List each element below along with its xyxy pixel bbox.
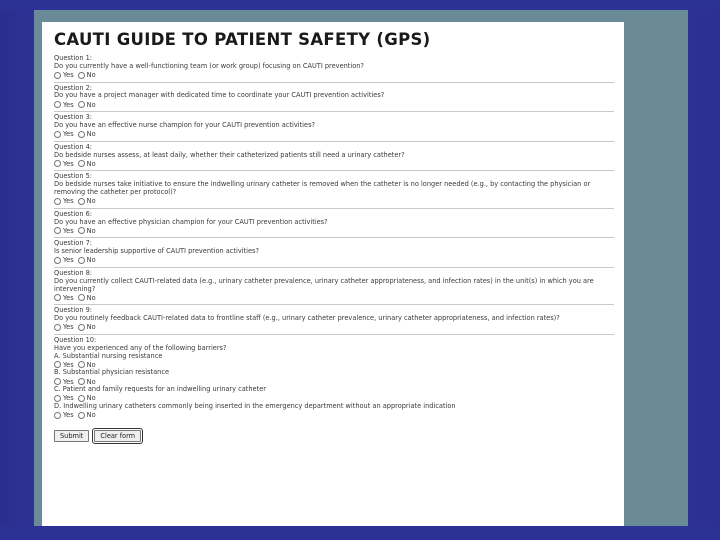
barrier-item-text: C. Patient and family requests for an indwelling urinary catheter bbox=[54, 385, 266, 394]
radio-no[interactable] bbox=[78, 257, 85, 264]
question-6 bbox=[54, 210, 614, 239]
question-2 bbox=[54, 84, 614, 113]
question-7 bbox=[54, 239, 614, 268]
radio-yes[interactable] bbox=[54, 160, 61, 167]
question-label: Question 2: bbox=[54, 83, 93, 92]
radio-no-label: No bbox=[86, 130, 96, 139]
radio-no-label: No bbox=[86, 159, 96, 168]
radio-yes[interactable] bbox=[54, 395, 61, 402]
question-4 bbox=[54, 143, 614, 172]
question-text: Do bedside nurses take initiative to ensure the indwelling urinary catheter is removed when the catheter is no longer needed (e.g., by contacting the physician or removing the catheter per protocol)? bbox=[54, 180, 591, 196]
question-label: Question 7: bbox=[54, 239, 93, 248]
question-list bbox=[54, 54, 614, 335]
radio-yes[interactable] bbox=[54, 101, 61, 108]
radio-no[interactable] bbox=[78, 294, 85, 301]
radio-yes-label: Yes bbox=[63, 323, 74, 332]
radio-no-label: No bbox=[86, 293, 96, 302]
barrier-item-text: B. Substantial physician resistance bbox=[54, 368, 170, 377]
radio-no[interactable] bbox=[78, 227, 85, 234]
radio-yes-label: Yes bbox=[63, 293, 74, 302]
radio-no[interactable] bbox=[78, 72, 85, 79]
question-label: Question 3: bbox=[54, 113, 93, 122]
radio-yes-label: Yes bbox=[63, 159, 74, 168]
question-text: Do you currently collect CAUTI-related data (e.g., urinary catheter prevalence, urinary catheter appropriateness, and infection rates) in the unit(s) in which you are intervening? bbox=[54, 276, 594, 293]
radio-no-label: No bbox=[86, 323, 96, 332]
form-buttons bbox=[54, 430, 614, 442]
radio-no[interactable] bbox=[78, 395, 85, 402]
radio-no-label: No bbox=[86, 256, 96, 265]
question-10 bbox=[54, 336, 614, 422]
question-9 bbox=[54, 306, 614, 335]
slide-top-band bbox=[0, 0, 720, 10]
question-text: Do you currently have a well-functioning team (or work group) focusing on CAUTI prevention? bbox=[54, 61, 364, 70]
question-label: Question 9: bbox=[54, 306, 93, 315]
question-label: Question 5: bbox=[54, 172, 93, 181]
radio-yes[interactable] bbox=[54, 131, 61, 138]
question-text: Do you have a project manager with dedicated time to coordinate your CAUTI prevention activities? bbox=[54, 91, 385, 100]
radio-group bbox=[54, 293, 614, 302]
radio-no[interactable] bbox=[78, 412, 85, 419]
radio-group bbox=[54, 130, 614, 139]
radio-yes[interactable] bbox=[54, 378, 61, 385]
radio-no-label: No bbox=[86, 411, 96, 420]
radio-no-label: No bbox=[86, 100, 96, 109]
radio-yes[interactable] bbox=[54, 412, 61, 419]
radio-yes[interactable] bbox=[54, 72, 61, 79]
question-text: Is senior leadership supportive of CAUTI prevention activities? bbox=[54, 247, 259, 256]
radio-no-label: No bbox=[86, 360, 96, 369]
radio-no-label: No bbox=[86, 377, 96, 386]
radio-no[interactable] bbox=[78, 131, 85, 138]
radio-yes[interactable] bbox=[54, 227, 61, 234]
radio-no[interactable] bbox=[78, 198, 85, 205]
radio-yes-label: Yes bbox=[63, 256, 74, 265]
radio-yes-label: Yes bbox=[63, 360, 74, 369]
radio-no[interactable] bbox=[78, 160, 85, 167]
radio-yes-label: Yes bbox=[63, 100, 74, 109]
question-text: Do bedside nurses assess, at least daily, whether their catheterized patients still need a urinary catheter? bbox=[54, 150, 405, 159]
screenshot-frame bbox=[34, 10, 688, 526]
radio-group bbox=[54, 226, 614, 235]
question-text: Do you have an effective physician champion for your CAUTI prevention activities? bbox=[54, 217, 328, 226]
radio-no[interactable] bbox=[78, 378, 85, 385]
question-8 bbox=[54, 269, 614, 305]
radio-no-label: No bbox=[86, 71, 96, 80]
radio-group bbox=[54, 71, 614, 80]
radio-yes-label: Yes bbox=[63, 226, 74, 235]
radio-yes[interactable] bbox=[54, 324, 61, 331]
radio-yes[interactable] bbox=[54, 361, 61, 368]
radio-yes-label: Yes bbox=[63, 377, 74, 386]
question-label: Question 6: bbox=[54, 209, 93, 218]
clear-form-button[interactable]: Clear form bbox=[94, 430, 141, 442]
slide-bottom-band bbox=[0, 526, 720, 540]
radio-yes-label: Yes bbox=[63, 197, 74, 206]
question-label: Question 4: bbox=[54, 142, 93, 151]
radio-yes[interactable] bbox=[54, 198, 61, 205]
radio-no[interactable] bbox=[78, 324, 85, 331]
question-label: Question 8: bbox=[54, 268, 93, 277]
radio-group bbox=[54, 197, 614, 206]
radio-yes-label: Yes bbox=[63, 411, 74, 420]
question-label: Question 1: bbox=[54, 54, 93, 62]
question-text: Do you routinely feedback CAUTI-related data to frontline staff (e.g., urinary catheter prevalence, urinary catheter appropriateness, and infection rates)? bbox=[54, 314, 560, 323]
barrier-item-text: A. Substantial nursing resistance bbox=[54, 351, 163, 360]
question-5 bbox=[54, 172, 614, 208]
radio-no[interactable] bbox=[78, 101, 85, 108]
radio-yes-label: Yes bbox=[63, 130, 74, 139]
page-title: CAUTI GUIDE TO PATIENT SAFETY (GPS) bbox=[54, 30, 431, 49]
radio-group bbox=[54, 323, 614, 332]
radio-group bbox=[54, 100, 614, 109]
question-1 bbox=[54, 54, 614, 83]
radio-group bbox=[54, 256, 614, 265]
radio-yes[interactable] bbox=[54, 257, 61, 264]
radio-no[interactable] bbox=[78, 361, 85, 368]
form-page bbox=[42, 22, 624, 526]
question-text: Have you experienced any of the following barriers? bbox=[54, 343, 227, 352]
question-label: Question 10: bbox=[54, 335, 97, 344]
barrier-list bbox=[54, 353, 614, 420]
radio-yes[interactable] bbox=[54, 294, 61, 301]
barrier-item-text: D. Indwelling urinary catheters commonly being inserted in the emergency department without an appropriate indication bbox=[54, 401, 456, 410]
radio-no-label: No bbox=[86, 226, 96, 235]
radio-yes-label: Yes bbox=[63, 394, 74, 403]
radio-no-label: No bbox=[86, 197, 96, 206]
question-text: Do you have an effective nurse champion for your CAUTI prevention activities? bbox=[54, 120, 316, 129]
radio-yes-label: Yes bbox=[63, 71, 74, 80]
radio-group bbox=[54, 159, 614, 168]
submit-button[interactable]: Submit bbox=[54, 430, 89, 442]
question-3 bbox=[54, 113, 614, 142]
barrier-radio-group bbox=[54, 411, 614, 420]
radio-no-label: No bbox=[86, 394, 96, 403]
